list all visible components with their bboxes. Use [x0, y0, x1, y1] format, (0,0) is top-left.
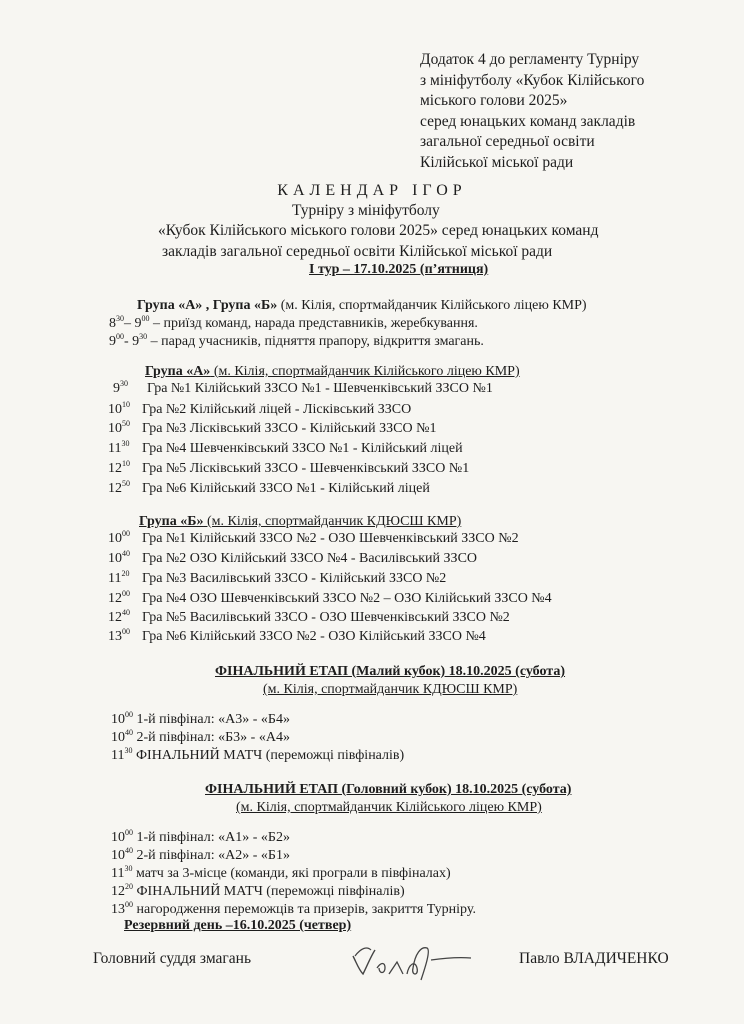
time-minute: 40 [122, 549, 130, 558]
addendum-line: міського голови 2025» [420, 92, 568, 109]
opening-item: $9^{00}-$ $9^{30}$ – парад учасників, підняття прапору, відкриття змагань. [109, 332, 484, 349]
game-row [108, 531, 519, 547]
group-b-venue: (м. Кілія, спортмайданчик КДЮСШ КМР) [203, 514, 462, 529]
game-text: Гра №1 Кілійський ЗЗСО №1 - Шевченківський ЗЗСО №1 [147, 381, 493, 396]
title-line-2: Турніру з мініфутболу [292, 202, 440, 219]
judge-name: Павло ВЛАДИЧЕНКО [519, 950, 669, 967]
time-minute: 30 [121, 439, 130, 448]
time-minute: 30 [124, 864, 133, 873]
game-row [108, 421, 436, 437]
final-item [111, 730, 290, 746]
game-row [108, 629, 486, 645]
time-hour: 9 [113, 381, 120, 396]
time-minute: 00 [125, 828, 133, 837]
game-text: Гра №4 ОЗО Шевченківський ЗЗСО №2 – ОЗО Кілійський ЗЗСО №4 [142, 591, 552, 606]
time-minute: 30 [139, 332, 148, 341]
game-text: Гра №2 Кілійський ліцей - Лісківський ЗЗСО [142, 402, 412, 417]
final-item [111, 712, 290, 728]
final-text: 1-й півфінал: «А1» - «Б2» [133, 830, 290, 845]
time-hour: 9 [132, 334, 140, 349]
final-main-venue: (м. Кілія, спортмайданчик Кілійського ліцею КМР) [236, 800, 542, 815]
time-hour: 10 [108, 531, 122, 546]
time-minute: 50 [122, 479, 130, 488]
reserve-day: Резервний день –16.10.2025 (четвер) [124, 918, 352, 933]
judge-role: Головний суддя змагань [93, 950, 252, 967]
game-row [108, 551, 477, 567]
addendum-block [420, 50, 644, 173]
game-text: Гра №6 Кілійський ЗЗСО №2 - ОЗО Кілійський ЗЗСО №4 [142, 629, 486, 644]
time-hour: 10 [111, 830, 125, 845]
game-row [108, 571, 446, 587]
time-minute: 20 [121, 569, 130, 578]
title-line-3: «Кубок Кілійського міського голови 2025» серед юнацьких команд [158, 222, 599, 239]
group-b-label: Група «Б» [139, 514, 204, 529]
game-row [108, 441, 463, 457]
final-text: ФІНАЛЬНИЙ МАТЧ (переможці півфіналів) [132, 748, 405, 763]
addendum-line: серед юнацьких команд закладів [420, 112, 636, 130]
time-minute: 10 [122, 459, 130, 468]
time-hour: 9 [109, 334, 116, 349]
time-hour: 10 [111, 712, 125, 727]
opening-text: – парад учасників, підняття прапору, відкриття змагань. [147, 334, 484, 349]
opening-venue: (м. Кілія, спортмайданчик Кілійського ліцею КМР) [277, 298, 587, 313]
group-a-venue: (м. Кілія, спортмайданчик Кілійського ліцею КМР) [210, 364, 520, 379]
time-hour: 11 [108, 441, 122, 456]
final-small-venue: (м. Кілія, спортмайданчик КДЮСШ КМР) [263, 682, 518, 697]
time-hour: 13 [111, 902, 125, 917]
addendum-line: Додаток 4 до регламенту Турніру [420, 51, 640, 68]
final-text: ФІНАЛЬНИЙ МАТЧ (переможці півфіналів) [133, 884, 405, 899]
game-text: Гра №5 Василівський ЗЗСО - ОЗО Шевченківський ЗЗСО №2 [142, 610, 510, 625]
addendum-line: Кілійської міської ради [420, 153, 574, 171]
game-row [108, 461, 469, 477]
time-hour: 12 [108, 481, 122, 496]
time-hour: 10 [108, 402, 122, 417]
time-minute: 20 [125, 882, 133, 891]
time-hour: 12 [108, 591, 122, 606]
time-minute: 40 [122, 608, 130, 617]
game-row [113, 381, 493, 397]
final-item [111, 748, 404, 764]
document-title: КАЛЕНДАР ІГОР [277, 182, 467, 199]
game-text: Гра №4 Шевченківський ЗЗСО №1 - Кілійський ліцей [142, 441, 463, 456]
game-text: Гра №5 Лісківський ЗЗСО - Шевченківський ЗЗСО №1 [142, 461, 470, 476]
final-item [111, 884, 405, 900]
time-hour: 10 [108, 421, 122, 436]
game-row [108, 481, 430, 497]
time-minute: 30 [124, 746, 133, 755]
addendum-line: загальної середньої освіти [420, 133, 595, 150]
time-hour: 11 [111, 866, 125, 881]
handwritten-signature [345, 938, 475, 983]
time-minute: 00 [122, 529, 130, 538]
time-hour: 12 [108, 461, 122, 476]
addendum-line: з мініфутболу «Кубок Кілійського [420, 71, 645, 89]
time-minute: 30 [116, 314, 124, 323]
game-text: Гра №6 Кілійський ЗЗСО №1 - Кілійський ліцей [142, 481, 430, 496]
game-text: Гра №3 Лісківський ЗЗСО - Кілійський ЗЗСО №1 [142, 421, 437, 436]
final-text: 2-й півфінал: «Б3» - «А4» [133, 730, 290, 745]
final-text: нагородження переможців та призерів, закриття Турніру. [133, 902, 476, 917]
time-hour: 12 [111, 884, 125, 899]
time-hour: 11 [108, 571, 122, 586]
final-text: 1-й півфінал: «А3» - «Б4» [133, 712, 290, 727]
opening-group-label: Група «А» , Група «Б» [137, 298, 278, 313]
final-item [111, 866, 451, 882]
time-minute: 40 [125, 846, 133, 855]
time-minute: 00 [122, 589, 130, 598]
opening-heading [137, 298, 587, 314]
time-hour: 10 [111, 848, 125, 863]
game-text: Гра №2 ОЗО Кілійський ЗЗСО №4 - Василівський ЗЗСО [142, 551, 478, 566]
time-minute: 30 [120, 379, 128, 388]
opening-item: $8^{30}-$ $9^{00}$ – приїзд команд, нарада представників, жеребкування. [109, 314, 478, 331]
time-minute: 00 [122, 627, 130, 636]
time-hour: 9 [134, 316, 142, 331]
time-minute: 00 [125, 710, 133, 719]
time-minute: 00 [125, 900, 133, 909]
title-line-4: закладів загальної середньої освіти Кілійської міської ради [162, 243, 553, 260]
opening-text: – приїзд команд, нарада представників, жеребкування. [149, 316, 478, 331]
tour-heading: І тур – 17.10.2025 (п’ятниця) [309, 262, 489, 277]
game-row [108, 591, 552, 607]
final-text: матч за 3-місце (команди, які програли в півфіналах) [132, 866, 451, 881]
final-text: 2-й півфінал: «А2» - «Б1» [133, 848, 290, 863]
group-a-heading [145, 364, 520, 380]
final-item [111, 830, 290, 846]
time-minute: 10 [122, 400, 130, 409]
time-hour: 10 [108, 551, 122, 566]
final-small-heading: ФІНАЛЬНИЙ ЕТАП (Малий кубок) 18.10.2025 (субота) [215, 664, 566, 679]
time-minute: 00 [116, 332, 124, 341]
group-a-label: Група «А» [145, 364, 211, 379]
time-minute: 00 [141, 314, 150, 323]
time-hour: 11 [111, 748, 125, 763]
final-main-heading: ФІНАЛЬНИЙ ЕТАП (Головний кубок) 18.10.2025 (субота) [205, 782, 572, 797]
group-b-heading [139, 514, 461, 530]
time-minute: 50 [122, 419, 130, 428]
time-hour: 10 [111, 730, 125, 745]
time-hour: 13 [108, 629, 122, 644]
game-row [108, 402, 411, 418]
game-row [108, 610, 510, 626]
final-item [111, 902, 476, 918]
game-text: Гра №1 Кілійський ЗЗСО №2 - ОЗО Шевченківський ЗЗСО №2 [142, 531, 519, 546]
game-text: Гра №3 Василівський ЗЗСО - Кілійський ЗЗСО №2 [142, 571, 447, 586]
time-minute: 40 [125, 728, 133, 737]
final-item [111, 848, 290, 864]
time-hour: 8 [109, 316, 116, 331]
time-hour: 12 [108, 610, 122, 625]
